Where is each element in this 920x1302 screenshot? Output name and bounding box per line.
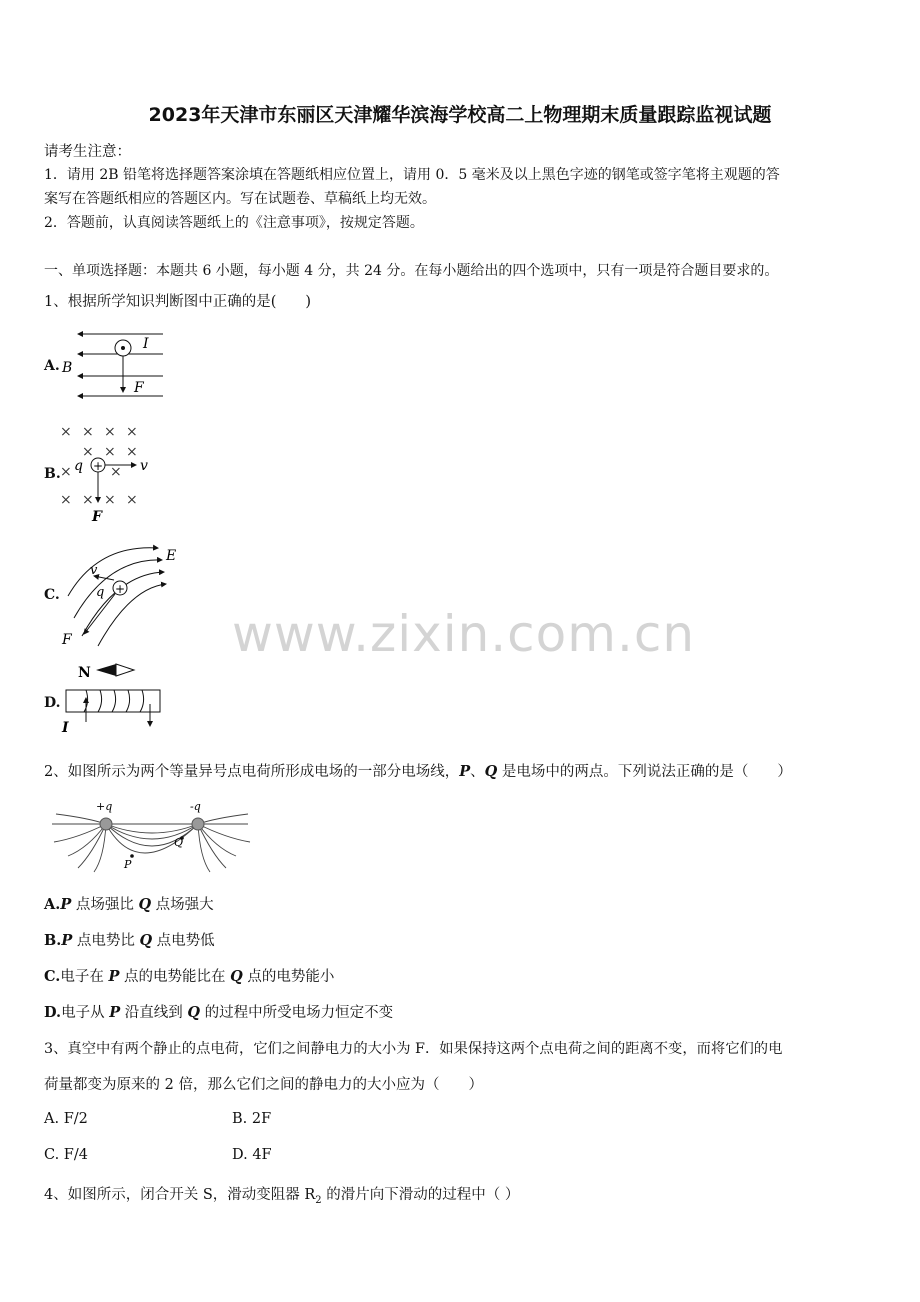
fig-q2-Q: Q	[174, 836, 184, 849]
notice-line-1a: 1．请用 2B 铅笔将选择题答案涂填在答题纸相应位置上，请用 0．5 毫米及以上黑色字迹的钢笔或签字笔将主观题的答	[44, 167, 780, 183]
fig-a-I: I	[143, 336, 149, 352]
svg-text:×: ×	[60, 424, 72, 440]
fig-q2-minus: -q	[190, 800, 201, 813]
svg-text:×: ×	[60, 464, 72, 480]
fig-a-F: F	[134, 380, 144, 396]
q2-option-c: C.电子在 P 点的电势能比在 Q 点的电势能小	[44, 968, 335, 985]
q3-option-b: B. 2F	[232, 1111, 272, 1127]
q1-label-a: A.	[44, 358, 60, 374]
q1-figure-a	[58, 326, 168, 404]
svg-text:×: ×	[82, 492, 94, 508]
notice-line-2: 2．答题前，认真阅读答题纸上的《注意事项》，按规定答题。	[44, 215, 424, 231]
svg-text:×: ×	[126, 492, 138, 508]
q1-label-b: B.	[44, 466, 61, 482]
q1-label-d: D.	[44, 695, 61, 711]
q2-stem: 2、如图所示为两个等量异号点电荷所形成电场的一部分电场线，P、Q 是电场中的两点。下列说法正确的是（ ）	[44, 763, 792, 780]
fig-q2-P: P	[124, 858, 132, 871]
fig-b-q: q	[74, 458, 83, 474]
q1-figure-b	[58, 420, 158, 526]
fig-a-B: B	[62, 360, 73, 376]
svg-text:×: ×	[104, 424, 116, 440]
q2-field-figure	[48, 798, 258, 874]
q2-option-a: A.P 点场强比 Q 点场强大	[44, 896, 214, 913]
q3-option-c: C. F/4	[44, 1147, 88, 1163]
svg-text:+: +	[115, 582, 126, 596]
q2-option-b: B.P 点电势比 Q 点电势低	[44, 932, 215, 949]
q1-figure-d	[58, 660, 168, 738]
svg-text:×: ×	[110, 464, 122, 480]
q2-option-d: D.电子从 P 沿直线到 Q 的过程中所受电场力恒定不变	[44, 1004, 394, 1021]
svg-text:×: ×	[104, 492, 116, 508]
notice-line-1b: 案写在答题纸相应的答题区内。写在试题卷、草稿纸上均无效。	[44, 191, 436, 207]
svg-text:×: ×	[126, 424, 138, 440]
q3-option-a: A. F/2	[44, 1111, 88, 1127]
fig-d-N: N	[78, 665, 91, 681]
svg-text:+: +	[93, 459, 104, 473]
notice-heading: 请考生注意：	[44, 144, 131, 160]
fig-c-E: E	[166, 548, 177, 564]
svg-text:×: ×	[82, 444, 94, 460]
section-heading: 一、单项选择题：本题共 6 小题，每小题 4 分，共 24 分。在每小题给出的四个选项中，只有一项是符合题目要求的。	[44, 263, 779, 279]
watermark: www.zixin.com.cn	[232, 605, 696, 663]
q3-stem-a: 3、真空中有两个静止的点电荷，它们之间静电力的大小为 F．如果保持这两个点电荷之间的距离不变，而将它们的电	[44, 1041, 783, 1057]
svg-text:×: ×	[82, 424, 94, 440]
q1-figure-c	[58, 536, 186, 648]
svg-text:×: ×	[104, 444, 116, 460]
svg-text:×: ×	[126, 444, 138, 460]
q3-stem-b: 荷量都变为原来的 2 倍，那么它们之间的静电力的大小应为（ ）	[44, 1077, 483, 1093]
fig-b-F: F	[92, 509, 102, 525]
q1-label-c: C.	[44, 587, 60, 603]
q4-stem: 4、如图所示，闭合开关 S，滑动变阻器 $R_2$ 的滑片向下滑动的过程中（ ）	[44, 1187, 520, 1206]
svg-text:×: ×	[60, 492, 72, 508]
fig-c-v: v	[90, 563, 98, 578]
fig-c-q: q	[96, 585, 105, 600]
fig-b-v: v	[140, 458, 148, 474]
fig-q2-plus: +q	[96, 800, 113, 813]
fig-d-I: I	[62, 720, 69, 736]
q1-stem: 1、根据所学知识判断图中正确的是( )	[44, 294, 312, 310]
q3-option-d: D. 4F	[232, 1147, 272, 1163]
page-title: 2023年天津市东丽区天津耀华滨海学校高二上物理期末质量跟踪监视试题	[148, 104, 772, 126]
fig-c-F: F	[62, 632, 72, 648]
